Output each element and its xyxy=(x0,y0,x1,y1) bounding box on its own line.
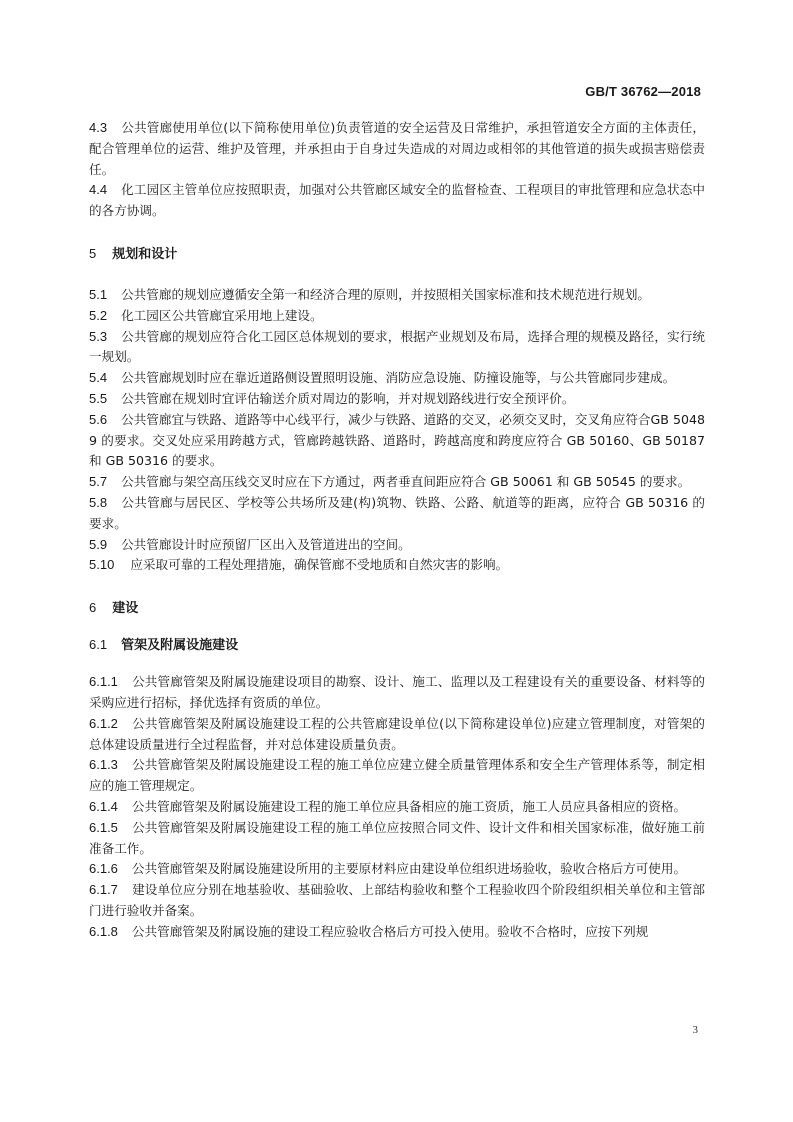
clause-number: 6.1.1 xyxy=(89,674,118,690)
chapter-number: 5 xyxy=(89,245,97,261)
clause-5-5 xyxy=(89,389,705,410)
clause-6-1-2 xyxy=(89,714,705,756)
chapter-title: 规划和设计 xyxy=(112,246,178,262)
clause-number: 6.1.7 xyxy=(89,882,118,898)
clause-6-1-3 xyxy=(89,755,705,797)
clause-6-1-5 xyxy=(89,818,705,860)
page-number: 3 xyxy=(692,1024,698,1036)
clause-number: 6.1.5 xyxy=(89,819,118,835)
clause-text: 建设单位应分别在地基验收、基础验收、上部结构验收和整个工程验收四个阶段组织相关单位和主管部门进行验收并备案。 xyxy=(89,882,705,918)
clause-number: 6.1.6 xyxy=(89,861,118,877)
clause-text: 公共管廊规划时应在靠近道路侧设置照明设施、消防应急设施、防撞设施等，与公共管廊同步建成。 xyxy=(121,370,676,386)
clause-text: 公共管廊管架及附属设施建设工程的公共管廊建设单位(以下简称建设单位)应建立管理制度，对管架的总体建设质量进行全过程监督，并对总体建设质量负责。 xyxy=(89,715,705,752)
clause-5-7 xyxy=(89,472,705,493)
clause-text: 应采取可靠的工程处理措施，确保管廊不受地质和自然灾害的影响。 xyxy=(130,557,509,573)
clause-6-1-6 xyxy=(89,859,705,880)
clause-text: 公共管廊设计时应预留厂区出入及管道进出的空间。 xyxy=(121,536,411,552)
clause-5-9 xyxy=(89,535,705,556)
document-body xyxy=(89,118,705,943)
clause-text: 公共管廊与居民区、学校等公共场所及建(构)筑物、铁路、公路、航道等的距离，应符合 GB 50316 的要求。 xyxy=(89,494,705,531)
clause-5-6 xyxy=(89,410,705,472)
chapter-title: 建设 xyxy=(112,601,139,617)
clause-5-8 xyxy=(89,493,705,535)
clause-5-2 xyxy=(89,306,705,327)
clause-number: 6.1.8 xyxy=(89,923,118,939)
standard-code: GB/T 36762—2018 xyxy=(585,84,701,99)
clause-text: 公共管廊在规划时宜评估输送介质对周边的影响，并对规划路线进行安全预评价。 xyxy=(121,390,575,406)
clause-4-4 xyxy=(89,180,705,222)
clause-5-10 xyxy=(89,555,705,576)
clause-number: 5.8 xyxy=(89,494,108,510)
clause-text: 公共管廊的规划应符合化工园区总体规划的要求，根据产业规划及布局，选择合理的规模及路径，实行统一规划。 xyxy=(89,328,705,365)
clause-number: 6.1.3 xyxy=(89,757,118,773)
clause-6-1-8 xyxy=(89,922,705,943)
clause-text: 公共管廊管架及附属设施建设工程的施工单位应具备相应的施工资质，施工人员应具备相应的资格。 xyxy=(131,798,687,814)
clause-number: 6.1.2 xyxy=(89,715,118,731)
clause-text: 公共管廊的规划应遵循安全第一和经济合理的原则，并按照相关国家标准和技术规范进行规划。 xyxy=(121,286,651,302)
clause-6-1-7 xyxy=(89,880,705,922)
clause-number: 5.2 xyxy=(89,307,108,323)
clause-number: 5.9 xyxy=(89,536,108,552)
section-number: 6.1 xyxy=(89,637,108,653)
chapter-5-heading xyxy=(89,244,705,265)
clause-number: 4.4 xyxy=(89,182,108,198)
clause-number: 5.3 xyxy=(89,328,108,344)
clause-6-1-1 xyxy=(89,672,705,714)
clause-number: 4.3 xyxy=(89,120,108,135)
clause-text: 化工园区主管单位应按照职责，加强对公共管廊区域安全的监督检查、工程项目的审批管理和应急状态中的各方协调。 xyxy=(89,182,705,219)
clause-text: 公共管廊管架及附属设施建设工程的施工单位应按照合同文件、设计文件和相关国家标准，做好施工前准备工作。 xyxy=(89,819,705,856)
clause-text: 公共管廊使用单位(以下简称使用单位)负责管道的安全运营及日常维护，承担管道安全方面的主体责任，配合管理单位的运营、维护及管理，并承担由于自身过失造成的对周边或相邻的其他管道的损失或损害赔偿责任。 xyxy=(89,120,705,177)
clause-text: 化工园区公共管廊宜采用地上建设。 xyxy=(121,307,323,323)
clause-number: 5.1 xyxy=(89,286,108,302)
clause-5-4 xyxy=(89,368,705,389)
clause-5-1 xyxy=(89,285,705,306)
section-title: 管架及附属设施建设 xyxy=(121,638,239,654)
clause-4-3 xyxy=(89,118,705,180)
clause-text: 公共管廊管架及附属设施建设项目的勘察、设计、施工、监理以及工程建设有关的重要设备、材料等的采购应进行招标，择优选择有资质的单位。 xyxy=(89,674,705,710)
clause-number: 5.10 xyxy=(89,557,115,573)
clause-number: 5.4 xyxy=(89,370,108,386)
section-6-1-heading xyxy=(89,635,705,656)
clause-number: 6.1.4 xyxy=(89,798,118,814)
clause-number: 5.7 xyxy=(89,474,108,490)
clause-number: 5.5 xyxy=(89,390,108,406)
clause-5-3 xyxy=(89,327,705,369)
chapter-6-heading xyxy=(89,598,705,619)
chapter-number: 6 xyxy=(89,600,97,616)
clause-text: 公共管廊宜与铁路、道路等中心线平行，减少与铁路、道路的交叉，必须交叉时，交叉角应符合GB 50489 的要求。交叉处应采用跨越方式，管廊跨越铁路、道路时，跨越高度和跨度应符合 GB 50160、GB 50187 和 GB 50316 的要求。 xyxy=(89,411,705,469)
clause-number: 5.6 xyxy=(89,411,108,427)
clause-text: 公共管廊管架及附属设施建设工程的施工单位应建立健全质量管理体系和安全生产管理体系等，制定相应的施工管理规定。 xyxy=(89,757,705,794)
clause-text: 公共管廊管架及附属设施的建设工程应验收合格后方可投入使用。验收不合格时，应按下列规 xyxy=(131,923,649,939)
clause-text: 公共管廊与架空高压线交叉时应在下方通过，两者垂直间距应符合 GB 50061 和 GB 50545 的要求。 xyxy=(121,474,691,490)
clause-6-1-4 xyxy=(89,797,705,818)
clause-text: 公共管廊管架及附属设施建设所用的主要原材料应由建设单位组织进场验收，验收合格后方可使用。 xyxy=(131,861,687,877)
